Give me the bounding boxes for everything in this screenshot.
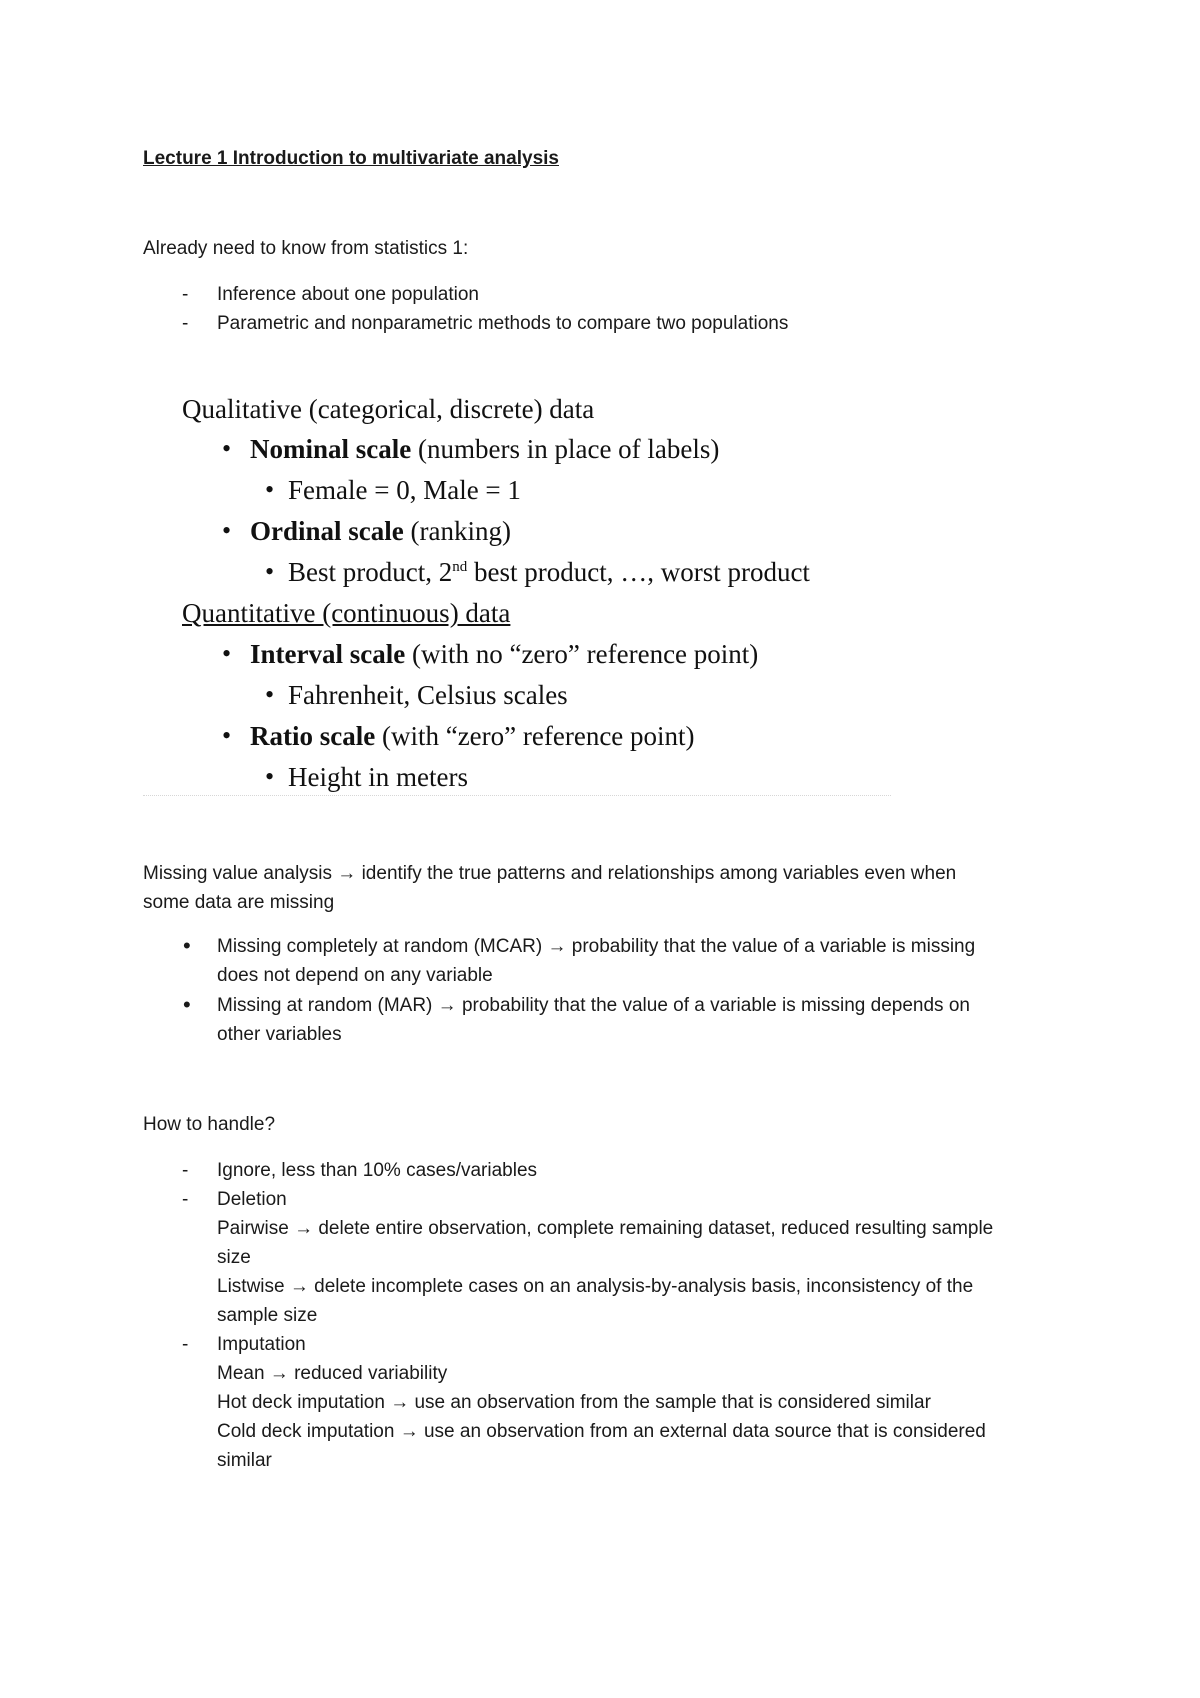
handle-deletion: Deletion	[217, 1189, 287, 1210]
mar-line1: Missing at random (MAR) → probability that the value of a variable is missing depends on	[217, 995, 970, 1016]
imputation-colddeck-line2: similar	[217, 1450, 272, 1471]
imputation-colddeck-line1: Cold deck imputation → use an observation from an external data source that is considered	[217, 1421, 986, 1442]
handle-imputation: Imputation	[217, 1334, 306, 1355]
interval-scale-desc: (with no “zero” reference point)	[405, 639, 759, 669]
bullet-icon: •	[222, 639, 232, 668]
slide-divider	[143, 795, 891, 796]
ratio-example: Height in meters	[288, 762, 468, 792]
ordinal-example-sup: nd	[452, 559, 468, 575]
quantitative-heading: Quantitative (continuous) data	[182, 598, 511, 628]
mar-line2: other variables	[217, 1024, 342, 1045]
handle-heading: How to handle?	[143, 1114, 276, 1135]
bullet-icon: •	[222, 516, 232, 545]
interval-scale-term: Interval scale	[250, 639, 406, 669]
imputation-mean: Mean → reduced variability	[217, 1363, 448, 1384]
nominal-scale-term: Nominal scale	[250, 434, 412, 464]
page-title: Lecture 1 Introduction to multivariate analysis	[143, 148, 559, 169]
dash-marker: -	[182, 1334, 189, 1355]
dash-marker: -	[182, 313, 189, 334]
bullet-icon: •	[265, 680, 275, 709]
ratio-scale-desc: (with “zero” reference point)	[375, 721, 695, 751]
interval-scale-line	[250, 639, 758, 670]
bullet-icon: •	[265, 762, 275, 791]
interval-example: Fahrenheit, Celsius scales	[288, 680, 568, 710]
listwise-line1: Listwise → delete incomplete cases on an analysis-by-analysis basis, inconsistency of the	[217, 1276, 974, 1297]
nominal-scale-line	[250, 434, 719, 465]
prereq-item-2: Parametric and nonparametric methods to compare two populations	[217, 313, 789, 334]
pairwise-line2: size	[217, 1247, 251, 1268]
ratio-scale-line	[250, 721, 695, 752]
nominal-example: Female = 0, Male = 1	[288, 475, 521, 505]
mcar-line2: does not depend on any variable	[217, 965, 493, 986]
nominal-scale-desc: (numbers in place of labels)	[411, 434, 720, 464]
qualitative-heading: Qualitative (categorical, discrete) data	[182, 394, 595, 424]
ordinal-example-post: best product, …, worst product	[467, 557, 810, 587]
dash-marker: -	[182, 1160, 189, 1181]
bullet-icon: •	[183, 933, 191, 958]
handle-ignore: Ignore, less than 10% cases/variables	[217, 1160, 538, 1181]
ordinal-scale-line	[250, 516, 511, 547]
bullet-icon: •	[265, 557, 275, 586]
pairwise-line1: Pairwise → delete entire observation, complete remaining dataset, reduced resulting sample	[217, 1218, 994, 1239]
ratio-scale-term: Ratio scale	[250, 721, 376, 751]
bullet-icon: •	[265, 475, 275, 504]
ordinal-scale-term: Ordinal scale	[250, 516, 404, 546]
listwise-line2: sample size	[217, 1305, 318, 1326]
prereq-heading: Already need to know from statistics 1:	[143, 238, 469, 259]
mcar-line1: Missing completely at random (MCAR) → probability that the value of a variable is missing	[217, 936, 976, 957]
dash-marker: -	[182, 1189, 189, 1210]
ordinal-example-pre: Best product, 2	[288, 557, 453, 587]
ordinal-example	[288, 557, 810, 588]
ordinal-scale-desc: (ranking)	[403, 516, 511, 546]
missing-intro-line2: some data are missing	[143, 892, 335, 913]
bullet-icon: •	[183, 992, 191, 1017]
bullet-icon: •	[222, 434, 232, 463]
prereq-item-1: Inference about one population	[217, 284, 479, 305]
dash-marker: -	[182, 284, 189, 305]
imputation-hotdeck: Hot deck imputation → use an observation from the sample that is considered similar	[217, 1392, 931, 1413]
missing-intro-line1: Missing value analysis → identify the true patterns and relationships among variables even when	[143, 863, 957, 884]
bullet-icon: •	[222, 721, 232, 750]
